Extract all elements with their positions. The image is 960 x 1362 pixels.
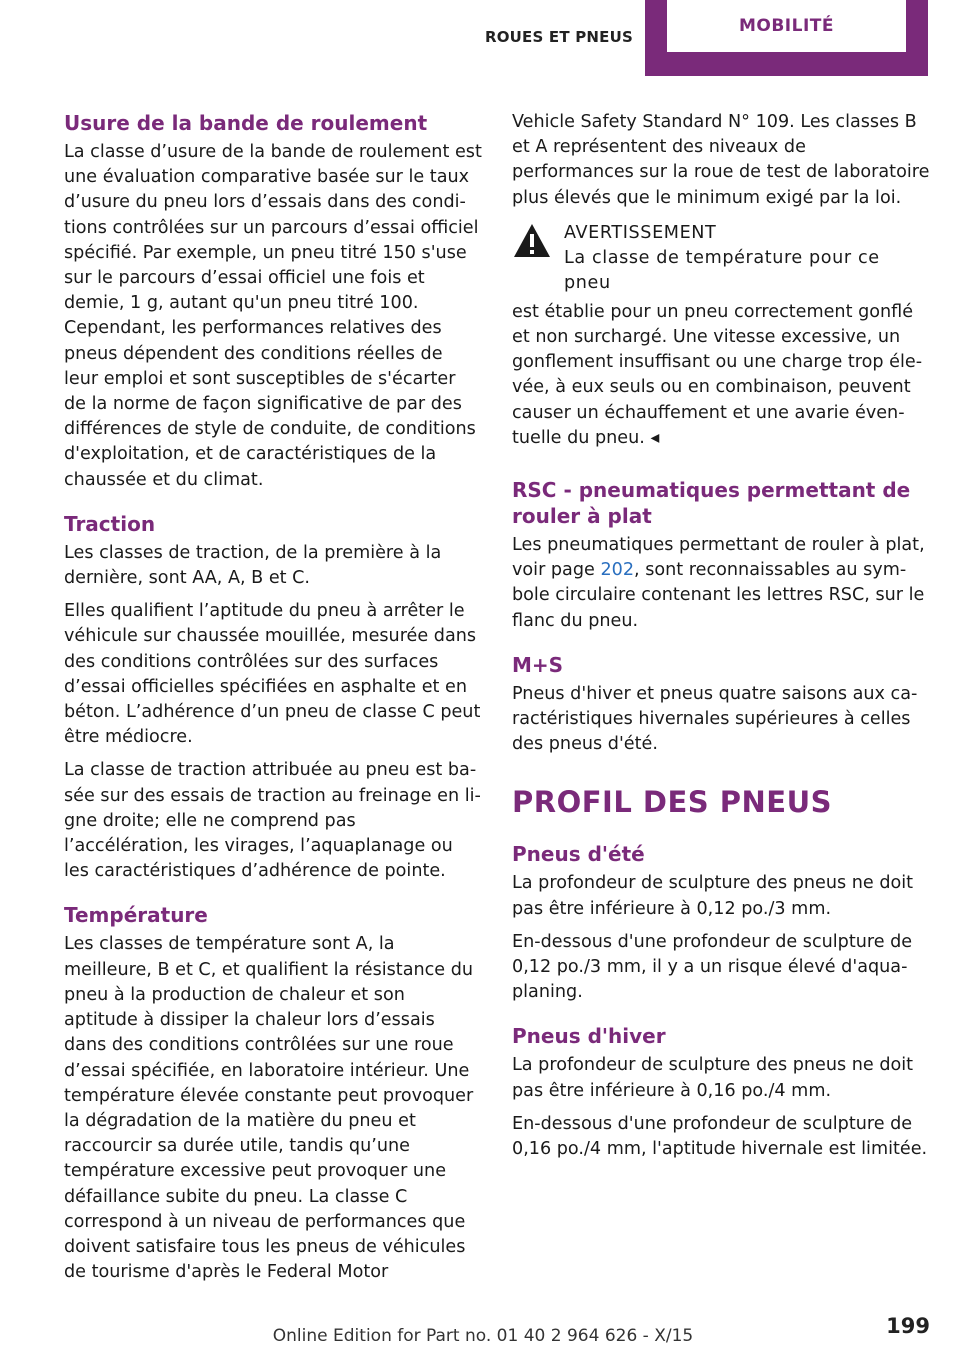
heading-ms: M+S [512,652,564,677]
heading-temperature: Température [64,903,208,928]
warning-first-line: La classe de température pour ce pneu [564,247,880,293]
footer-edition: Online Edition for Part no. 01 40 2 964 626 - X/15 [272,1326,694,1346]
heading-pneus-hiver: Pneus d'hiver [512,1024,666,1049]
section-temperature [64,902,482,1285]
section-rsc [512,477,930,634]
paragraph-ete-1: La profondeur de sculpture des pneus ne doit pas être inférieure à 0,12 po./3 mm. [512,873,914,919]
heading-rsc: RSC - pneumatiques permettant de rouler à plat [512,478,911,529]
rsc-text-before: Les pneumatiques permettant de rouler à plat, voir page [512,535,925,581]
warning-header [512,221,930,296]
heading-profil-des-pneus: PROFIL DES PNEUS [512,785,833,820]
paragraph-traction-1: Les classes de traction, de la première à la dernière, sont AA, A, B et C. [64,542,442,589]
section-usure [64,110,482,493]
end-mark-icon: ◂ [650,427,660,448]
paragraph-traction-3: La classe de traction attribuée au pneu est basée sur des essais de traction au freinage en ligne droite; elle ne comprend pas l’accélération, les virages, l’aquaplanage ou les caractéristiques d’adhérence de pointe. [64,760,481,882]
paragraph-hiver-1: La profondeur de sculpture des pneus ne doit pas être inférieure à 0,16 po./4 mm. [512,1055,914,1101]
paragraph-usure: La classe d’usure de la bande de roulement est une évaluation comparative basée sur le taux d’usure du pneu lors d’essais dans des conditions contrôlées sur un parcours d’essai officiel spécifié. Par exemple, un pneu titré 150 s'use sur le parcours d’essai officiel une fois et demie, 1 g, autant qu'un pneu titré 100. Cependant, les performances relatives des pneus dépendent des conditions réelles de leur emploi et sont susceptibles de s'écarter de la norme de façon significative de par des différences de style de conduite, de conditions d'exploitation, et de caractéristiques de la chaussée et du climat. [64,142,482,490]
warning-title: AVERTISSEMENT [564,222,717,243]
heading-usure: Usure de la bande de roulement [64,111,428,135]
warning-body [512,300,930,451]
paragraph-ete-2: En-dessous d'une profondeur de sculpture de 0,12 po./3 mm, il y a un risque élevé d'aquaplaning. [512,931,913,1003]
paragraph-temperature: Les classes de température sont A, la meilleure, B et C, et qualifient la résistance du pneu à la production de chaleur et son aptitude à dissiper la chaleur lors d’essais dans des conditions contrôlées sur une roue d’essai spécifiée, en laboratoire intérieur. Une température élevée constante peut provoquer la dégradation de la matière du pneu et raccourcir sa durée utile, tandis qu’une température excessive peut provoquer une défaillance subite du pneu. La classe C correspond à un niveau de performances que doivent satisfaire tous les pneus de véhicules de tourisme d'après le Federal Motor [64,934,474,1283]
paragraph-traction-2: Elles qualifient l’aptitude du pneu à arrêter le véhicule sur chaussée mouillée, mesurée dans des conditions contrôlées sur des surfaces d’essai officielles spécifiées en asphalte et en béton. L’adhérence d’un pneu de classe C peut être médiocre. [64,601,481,748]
paragraph-rsc [512,533,930,634]
heading-traction: Traction [64,511,156,536]
section-pneus-ete [512,841,930,1005]
page-link-202[interactable]: 202 [600,560,635,581]
right-column [512,110,930,1180]
running-header-section: ROUES ET PNEUS [484,28,634,46]
chapter-tab [645,0,928,76]
section-pneus-hiver [512,1023,930,1162]
heading-pneus-ete: Pneus d'été [512,842,645,867]
section-traction [64,511,482,885]
page-number: 199 [886,1314,930,1338]
section-ms [512,652,930,758]
warning-triangle-icon [512,221,552,261]
paragraph-hiver-2: En-dessous d'une profondeur de sculpture de 0,16 po./4 mm, l'aptitude hivernale est limitée. [512,1113,928,1160]
warning-box [512,221,930,451]
rsc-text-after: , sont reconnaissables au symbole circulaire contenant les lettres RSC, sur le flanc du pneu. [512,560,925,631]
paragraph-ms: Pneus d'hiver et pneus quatre saisons aux caractéristiques hivernales supérieures à celles des pneus d'été. [512,683,918,755]
paragraph-continued: Vehicle Safety Standard N° 109. Les classes B et A représentent des niveaux de performances sur la roue de test de laboratoire plus élevés que le minimum exigé par la loi. [512,112,930,208]
left-column [64,110,482,1303]
chapter-tab-label: MOBILITÉ [667,0,906,52]
warning-body-text: est établie pour un pneu correctement gonflé et non surchargé. Une vitesse excessive, un gonflement insuffisant ou une charge trop élevée, à eux seuls ou en combinaison, peuvent causer un échauffement et une avarie éventuelle du pneu. [512,301,923,448]
